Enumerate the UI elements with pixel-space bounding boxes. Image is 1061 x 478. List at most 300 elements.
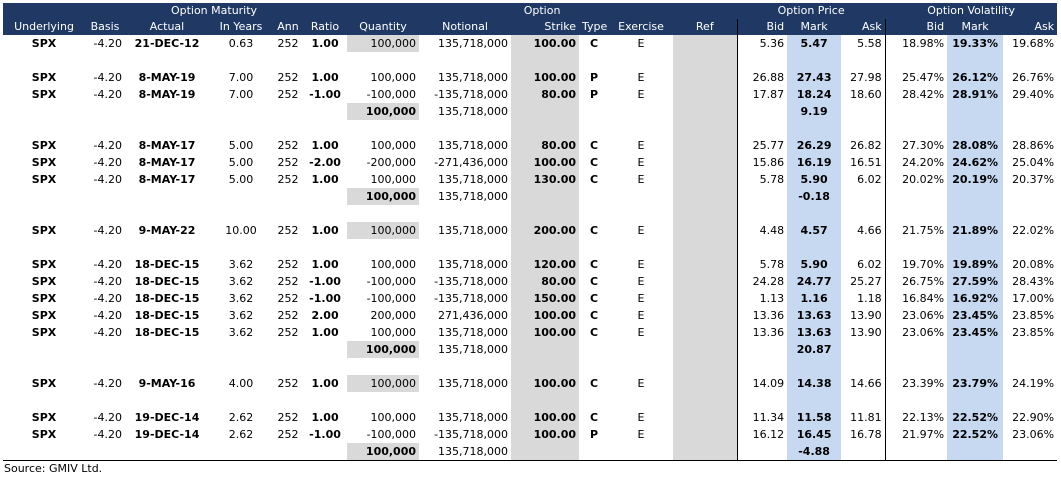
cell-in-years (209, 120, 273, 137)
cell-vol-mark: 21.89% (947, 222, 1003, 239)
cell-price-bid: 14.09 (737, 375, 787, 392)
cell-in-years: 3.62 (228, 292, 254, 305)
cell-actual (125, 443, 209, 461)
cell-underlying: SPX (31, 156, 57, 169)
cell-price-ask: 27.98 (850, 71, 882, 84)
cell-ref (673, 120, 737, 137)
cell-vol-mark: 23.45% (947, 324, 1003, 341)
cell-in-years (209, 52, 273, 69)
table-row (3, 307, 1057, 324)
cell-ref (673, 239, 737, 256)
cell-actual: 18-DEC-15 (134, 275, 200, 288)
cell-type: C (589, 173, 599, 186)
cell-notional (419, 205, 511, 222)
cell-ref (673, 52, 737, 69)
table-row (3, 375, 1057, 392)
cell-ref (673, 205, 737, 222)
cell-basis (85, 52, 125, 69)
cell-in-years: 3.62 (228, 258, 254, 271)
table-row (3, 273, 1057, 290)
cell-vol-ask: 23.06% (1012, 428, 1055, 441)
column-header: Actual (125, 19, 209, 35)
cell-in-years (209, 392, 273, 409)
cell-price-ask (841, 120, 885, 137)
cell-vol-mark: 23.79% (947, 375, 1003, 392)
cell-strike: 150.00 (511, 290, 579, 307)
cell-vol-mark: 22.52% (947, 409, 1003, 426)
cell-type (579, 341, 609, 358)
cell-price-bid (737, 52, 787, 69)
cell-price-ask: 5.58 (857, 37, 882, 50)
cell-ref (673, 69, 737, 86)
cell-in-years: 7.00 (228, 88, 254, 101)
cell-basis: -4.20 (93, 377, 122, 390)
cell-ratio (303, 52, 347, 69)
cell-underlying (3, 52, 85, 69)
cell-price-ask (841, 52, 885, 69)
cell-type: C (589, 156, 599, 169)
cell-vol-bid: 20.02% (885, 171, 947, 188)
cell-ann (273, 341, 303, 358)
column-header: Ask (1003, 19, 1057, 35)
cell-basis: -4.20 (93, 224, 122, 237)
cell-notional: 135,718,000 (438, 105, 509, 118)
cell-type: C (589, 258, 599, 271)
cell-in-years (209, 358, 273, 375)
cell-exercise: E (637, 258, 645, 271)
cell-vol-mark (947, 188, 1003, 205)
cell-actual (125, 392, 209, 409)
option-pricing-table (3, 3, 1057, 461)
cell-notional (419, 52, 511, 69)
cell-price-bid: 11.34 (737, 409, 787, 426)
cell-ann (273, 443, 303, 461)
cell-vol-bid: 27.30% (885, 137, 947, 154)
table-row (3, 290, 1057, 307)
cell-strike (511, 205, 579, 222)
cell-in-years: 5.00 (228, 156, 254, 169)
cell-type: C (589, 224, 599, 237)
cell-vol-bid: 23.06% (885, 307, 947, 324)
cell-exercise (609, 205, 673, 222)
cell-basis: -4.20 (93, 173, 122, 186)
cell-underlying: SPX (31, 258, 57, 271)
cell-vol-mark (947, 52, 1003, 69)
cell-type (579, 103, 609, 120)
cell-price-bid: 15.86 (737, 154, 787, 171)
cell-strike (511, 52, 579, 69)
cell-exercise: E (637, 88, 645, 101)
column-header: Bid (885, 19, 947, 35)
cell-vol-mark: 22.52% (947, 426, 1003, 443)
cell-exercise (609, 103, 673, 120)
cell-ratio (303, 103, 347, 120)
cell-basis: -4.20 (93, 428, 122, 441)
cell-strike: 100.00 (511, 69, 579, 86)
cell-basis: -4.20 (93, 139, 122, 152)
cell-price-mark: 11.58 (787, 409, 841, 426)
cell-vol-bid: 24.20% (885, 154, 947, 171)
cell-notional: 135,718,000 (438, 224, 509, 237)
cell-type: C (589, 411, 599, 424)
cell-vol-ask (1003, 392, 1057, 409)
cell-in-years: 3.62 (228, 309, 254, 322)
cell-notional: 135,718,000 (438, 71, 509, 84)
cell-notional (419, 392, 511, 409)
cell-actual (125, 103, 209, 120)
cell-notional (419, 358, 511, 375)
cell-vol-bid (885, 239, 947, 256)
cell-underlying: SPX (31, 88, 57, 101)
cell-vol-ask: 22.90% (1012, 411, 1055, 424)
cell-ref (673, 358, 737, 375)
cell-ratio: -1.00 (309, 428, 341, 441)
cell-price-ask (841, 443, 885, 461)
table-row (3, 154, 1057, 171)
cell-type (579, 239, 609, 256)
cell-price-mark: -4.88 (787, 443, 841, 461)
cell-price-mark: -0.18 (787, 188, 841, 205)
cell-actual: 8-MAY-19 (138, 88, 196, 101)
cell-vol-ask: 23.85% (1012, 326, 1055, 339)
cell-type: P (590, 428, 599, 441)
cell-price-mark: 26.29 (787, 137, 841, 154)
cell-ref (673, 409, 737, 426)
cell-basis: -4.20 (93, 292, 122, 305)
cell-in-years: 7.00 (228, 71, 254, 84)
cell-price-bid (737, 341, 787, 358)
cell-vol-ask (1003, 188, 1057, 205)
cell-quantity: 100,000 (347, 375, 419, 392)
cell-vol-bid (885, 52, 947, 69)
cell-price-mark (787, 392, 841, 409)
cell-strike: 100.00 (511, 324, 579, 341)
cell-basis: -4.20 (93, 71, 122, 84)
cell-vol-bid: 26.75% (885, 273, 947, 290)
cell-vol-ask (1003, 443, 1057, 461)
cell-ref (673, 154, 737, 171)
cell-price-mark (787, 205, 841, 222)
cell-quantity: -100,000 (366, 292, 417, 305)
table-row (3, 69, 1057, 86)
cell-exercise: E (637, 224, 645, 237)
cell-price-mark: 20.87 (787, 341, 841, 358)
cell-vol-ask (1003, 205, 1057, 222)
spacer-row (3, 358, 1057, 375)
cell-type (579, 120, 609, 137)
cell-type (579, 358, 609, 375)
cell-in-years (209, 443, 273, 461)
cell-price-bid (737, 188, 787, 205)
cell-ann: 252 (277, 411, 299, 424)
group-header-row (3, 3, 1057, 19)
cell-in-years: 4.00 (228, 377, 254, 390)
cell-in-years (209, 205, 273, 222)
cell-ann: 252 (277, 156, 299, 169)
column-header: Ask (841, 19, 885, 35)
cell-underlying: SPX (31, 139, 57, 152)
cell-vol-ask: 26.76% (1012, 71, 1055, 84)
cell-price-ask (841, 239, 885, 256)
cell-price-bid: 4.48 (737, 222, 787, 239)
cell-price-mark: 1.16 (787, 290, 841, 307)
cell-exercise (609, 52, 673, 69)
cell-type: C (589, 139, 599, 152)
column-header: Notional (419, 19, 511, 35)
cell-vol-ask (1003, 239, 1057, 256)
cell-ref (673, 188, 737, 205)
cell-vol-ask: 28.86% (1012, 139, 1055, 152)
cell-strike: 100.00 (511, 409, 579, 426)
cell-type (579, 392, 609, 409)
cell-strike (511, 392, 579, 409)
cell-basis (85, 188, 125, 205)
cell-price-ask: 14.66 (850, 377, 882, 390)
cell-ann (273, 120, 303, 137)
cell-ann: 252 (277, 139, 299, 152)
cell-in-years: 0.63 (228, 37, 254, 50)
cell-actual: 19-DEC-14 (134, 411, 200, 424)
cell-ref (673, 443, 737, 461)
cell-notional: 135,718,000 (438, 37, 509, 50)
cell-price-mark (787, 358, 841, 375)
spacer-row (3, 52, 1057, 69)
cell-vol-mark (947, 443, 1003, 461)
cell-actual: 8-MAY-17 (138, 139, 196, 152)
cell-price-bid: 17.87 (737, 86, 787, 103)
cell-type (579, 443, 609, 461)
cell-quantity (347, 205, 419, 222)
cell-underlying: SPX (31, 37, 57, 50)
cell-price-bid (737, 205, 787, 222)
cell-quantity: -100,000 (366, 88, 417, 101)
cell-strike: 200.00 (511, 222, 579, 239)
cell-vol-ask: 20.37% (1012, 173, 1055, 186)
cell-ann: 252 (277, 292, 299, 305)
cell-type (579, 52, 609, 69)
cell-vol-bid: 21.97% (885, 426, 947, 443)
cell-strike: 100.00 (511, 307, 579, 324)
cell-type: C (589, 326, 599, 339)
cell-vol-bid: 16.84% (885, 290, 947, 307)
cell-ref (673, 290, 737, 307)
cell-underlying: SPX (31, 428, 57, 441)
cell-vol-bid: 22.13% (885, 409, 947, 426)
cell-quantity: 100,000 (347, 103, 419, 120)
column-header: Mark (947, 19, 1003, 35)
cell-ann: 252 (277, 88, 299, 101)
cell-vol-bid (885, 103, 947, 120)
cell-underlying (3, 205, 85, 222)
cell-basis: -4.20 (93, 37, 122, 50)
cell-ref (673, 171, 737, 188)
cell-underlying (3, 239, 85, 256)
cell-vol-bid (885, 443, 947, 461)
strategy-total-row (3, 341, 1057, 358)
cell-actual: 8-MAY-17 (138, 156, 196, 169)
cell-price-bid (737, 239, 787, 256)
cell-strike: 80.00 (511, 137, 579, 154)
cell-underlying: SPX (31, 275, 57, 288)
cell-actual: 8-MAY-19 (138, 71, 196, 84)
cell-exercise: E (637, 37, 645, 50)
cell-actual: 18-DEC-15 (134, 309, 200, 322)
cell-ratio (303, 443, 347, 461)
cell-strike: 120.00 (511, 256, 579, 273)
cell-vol-bid: 18.98% (885, 35, 947, 52)
cell-strike: 130.00 (511, 171, 579, 188)
column-header: Underlying (3, 19, 85, 35)
cell-exercise (609, 358, 673, 375)
cell-vol-mark (947, 205, 1003, 222)
cell-vol-ask (1003, 358, 1057, 375)
cell-vol-mark (947, 341, 1003, 358)
column-header: Type (579, 19, 609, 35)
cell-actual (125, 120, 209, 137)
cell-exercise (609, 188, 673, 205)
cell-ref (673, 256, 737, 273)
table-row (3, 409, 1057, 426)
cell-price-ask (841, 205, 885, 222)
cell-price-mark: 18.24 (787, 86, 841, 103)
cell-ann (273, 239, 303, 256)
cell-ann: 252 (277, 224, 299, 237)
cell-actual: 18-DEC-15 (134, 326, 200, 339)
cell-vol-mark: 23.45% (947, 307, 1003, 324)
cell-price-mark (787, 52, 841, 69)
cell-price-mark (787, 120, 841, 137)
column-header: Quantity (347, 19, 419, 35)
cell-vol-ask: 17.00% (1012, 292, 1055, 305)
cell-vol-ask: 29.40% (1012, 88, 1055, 101)
cell-underlying (3, 392, 85, 409)
cell-ann: 252 (277, 428, 299, 441)
cell-price-bid: 5.78 (737, 256, 787, 273)
cell-price-ask: 16.78 (850, 428, 882, 441)
cell-exercise: E (637, 411, 645, 424)
cell-price-bid: 1.13 (737, 290, 787, 307)
cell-ann (273, 358, 303, 375)
cell-price-mark: 5.47 (787, 35, 841, 52)
cell-notional: -135,718,000 (434, 88, 509, 101)
group-header-option-maturity: Option Maturity (125, 3, 303, 19)
cell-ratio: 1.00 (311, 224, 339, 237)
table-body (3, 35, 1057, 461)
cell-vol-mark: 16.92% (947, 290, 1003, 307)
cell-basis (85, 358, 125, 375)
cell-vol-ask (1003, 52, 1057, 69)
strategy-total-row (3, 188, 1057, 205)
cell-underlying: SPX (31, 71, 57, 84)
cell-price-bid (737, 392, 787, 409)
cell-ratio: 1.00 (311, 173, 339, 186)
cell-exercise (609, 392, 673, 409)
cell-underlying (3, 188, 85, 205)
cell-vol-bid (885, 205, 947, 222)
cell-type: P (590, 88, 599, 101)
cell-ann (273, 52, 303, 69)
source-note: Source: GMIV Ltd. (4, 462, 103, 475)
cell-actual (125, 341, 209, 358)
cell-ann: 252 (277, 275, 299, 288)
cell-type: C (589, 275, 599, 288)
cell-exercise: E (637, 275, 645, 288)
cell-strike: 100.00 (511, 154, 579, 171)
column-header: Ann (273, 19, 303, 35)
cell-notional: -135,718,000 (434, 292, 509, 305)
cell-ann: 252 (277, 309, 299, 322)
cell-price-bid (737, 358, 787, 375)
cell-vol-mark: 27.59% (947, 273, 1003, 290)
cell-strike: 100.00 (511, 426, 579, 443)
cell-vol-bid (885, 392, 947, 409)
cell-quantity: 100,000 (370, 326, 417, 339)
cell-vol-bid: 19.70% (885, 256, 947, 273)
cell-notional: 135,718,000 (438, 411, 509, 424)
cell-quantity (347, 120, 419, 137)
cell-strike: 100.00 (511, 35, 579, 52)
cell-price-ask (841, 341, 885, 358)
cell-ann: 252 (277, 377, 299, 390)
cell-price-mark: 9.19 (787, 103, 841, 120)
cell-notional: 135,718,000 (438, 139, 509, 152)
cell-ratio: -1.00 (309, 88, 341, 101)
table-row (3, 324, 1057, 341)
cell-notional: -135,718,000 (434, 275, 509, 288)
cell-quantity: -100,000 (366, 275, 417, 288)
cell-type: C (589, 377, 599, 390)
cell-vol-ask: 28.43% (1012, 275, 1055, 288)
cell-underlying: SPX (31, 377, 57, 390)
cell-exercise: E (637, 156, 645, 169)
cell-price-ask: 25.27 (850, 275, 882, 288)
cell-vol-mark: 19.89% (947, 256, 1003, 273)
cell-exercise: E (637, 173, 645, 186)
cell-price-ask (841, 392, 885, 409)
cell-price-mark (787, 239, 841, 256)
cell-underlying: SPX (31, 292, 57, 305)
cell-ref (673, 392, 737, 409)
cell-ratio: -1.00 (309, 292, 341, 305)
cell-vol-bid: 25.47% (885, 69, 947, 86)
cell-ref (673, 324, 737, 341)
cell-vol-bid: 23.06% (885, 324, 947, 341)
cell-in-years: 5.00 (228, 139, 254, 152)
cell-ann (273, 103, 303, 120)
column-header: Strike (511, 19, 579, 35)
cell-quantity: 100,000 (347, 222, 419, 239)
cell-price-ask: 6.02 (857, 173, 882, 186)
cell-ratio: 1.00 (311, 377, 339, 390)
cell-quantity: 100,000 (370, 411, 417, 424)
cell-strike: 80.00 (511, 86, 579, 103)
cell-price-bid: 13.36 (737, 324, 787, 341)
cell-ratio: -2.00 (309, 156, 341, 169)
cell-notional: 135,718,000 (438, 377, 509, 390)
cell-notional: 271,436,000 (438, 309, 509, 322)
cell-vol-ask: 22.02% (1012, 224, 1055, 237)
cell-exercise (609, 120, 673, 137)
cell-vol-mark: 28.08% (947, 137, 1003, 154)
cell-underlying: SPX (31, 173, 57, 186)
cell-notional: 135,718,000 (438, 258, 509, 271)
cell-vol-bid (885, 188, 947, 205)
column-header: Ratio (303, 19, 347, 35)
cell-strike (511, 188, 579, 205)
cell-in-years: 10.00 (225, 224, 257, 237)
column-header: Exercise (609, 19, 673, 35)
cell-price-ask: 4.66 (857, 224, 882, 237)
